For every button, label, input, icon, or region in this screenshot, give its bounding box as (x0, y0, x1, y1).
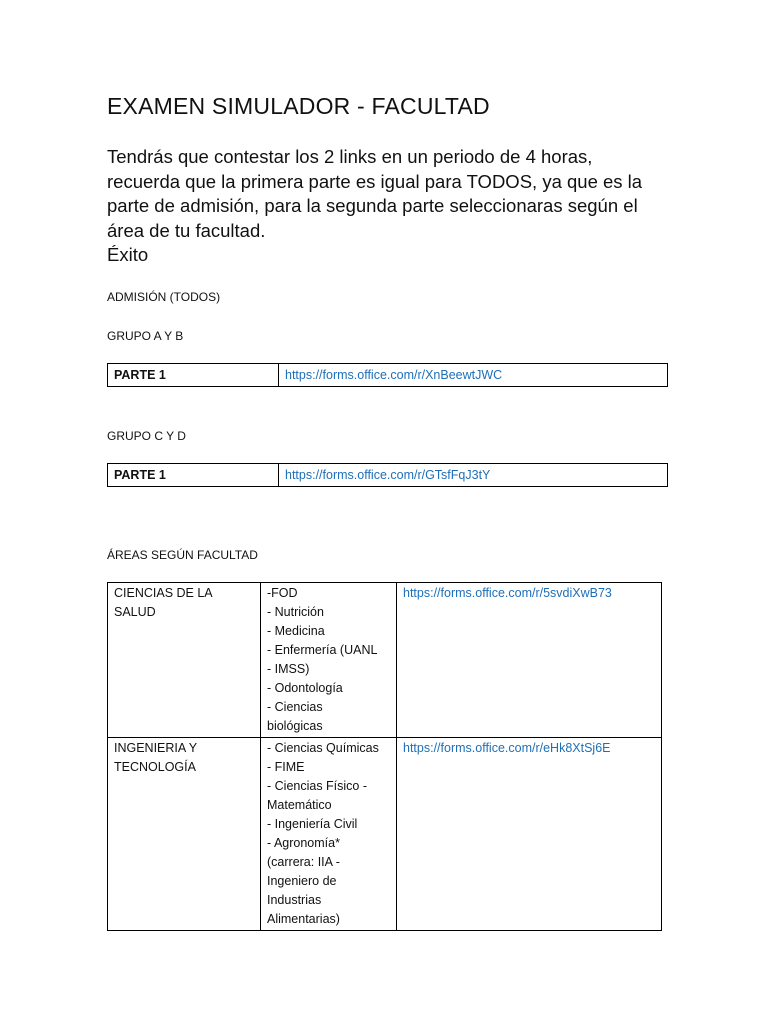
career-line: Alimentarias) (267, 912, 340, 926)
career-line: Matemático (267, 798, 332, 812)
career-line: - Ingeniería Civil (267, 817, 358, 831)
career-line: - Ciencias (267, 700, 323, 714)
admision-label: ADMISIÓN (TODOS) (107, 290, 221, 304)
intro-line: área de tu facultad. (107, 219, 266, 241)
table-row (108, 738, 662, 931)
link-cell (279, 364, 668, 387)
careers-cell (261, 583, 397, 738)
area-name-line: TECNOLOGÍA (114, 760, 196, 774)
grupo-cd-link[interactable]: https://forms.office.com/r/GTsfFqJ3tY (285, 468, 491, 482)
career-line: - Agronomía* (267, 836, 340, 850)
career-line: - IMSS) (267, 662, 310, 676)
page-title: EXAMEN SIMULADOR - FACULTAD (107, 93, 490, 119)
areas-label: ÁREAS SEGÚN FACULTAD (107, 548, 258, 562)
career-line: Industrias (267, 893, 322, 907)
career-line: - Ciencias Físico - (267, 779, 368, 793)
salud-link[interactable]: https://forms.office.com/r/5svdiXwB73 (403, 586, 612, 600)
table-row (108, 464, 668, 487)
ingenieria-link[interactable]: https://forms.office.com/r/eHk8XtSj6E (403, 741, 611, 755)
table-row (108, 583, 662, 738)
link-cell (397, 738, 662, 931)
career-line: - Enfermería (UANL (267, 643, 378, 657)
link-cell (279, 464, 668, 487)
area-name-line: INGENIERIA Y (114, 741, 198, 755)
area-name-line: CIENCIAS DE LA (114, 586, 213, 600)
intro-line: Tendrás que contestar los 2 links en un periodo de 4 horas, (107, 146, 593, 167)
area-name-line: SALUD (114, 605, 156, 619)
intro-line: Éxito (107, 244, 149, 265)
careers-cell (261, 738, 397, 931)
part-label: PARTE 1 (114, 368, 166, 382)
grupo-ab-table (107, 363, 668, 387)
area-cell (108, 738, 261, 931)
grupo-cd-table (107, 463, 668, 487)
table-row (108, 364, 668, 387)
intro-line: parte de admisión, para la segunda parte seleccionaras según el (107, 195, 638, 216)
intro-line: recuerda que la primera parte es igual para TODOS, ya que es la (107, 170, 643, 192)
career-line: biológicas (267, 719, 323, 733)
career-line: -FOD (267, 586, 298, 600)
part-label: PARTE 1 (114, 468, 166, 482)
career-line: - Nutrición (267, 605, 324, 619)
career-line: - Medicina (267, 624, 325, 638)
career-line: (carrera: IIA - (267, 855, 340, 869)
part-cell (108, 364, 279, 387)
grupo-ab-label: GRUPO A Y B (107, 329, 184, 343)
area-cell (108, 583, 261, 738)
grupo-cd-label: GRUPO C Y D (107, 429, 186, 443)
areas-table (107, 582, 662, 931)
link-cell (397, 583, 662, 738)
intro-paragraph (107, 145, 667, 268)
career-line: Ingeniero de (267, 874, 337, 888)
grupo-ab-link[interactable]: https://forms.office.com/r/XnBeewtJWC (285, 368, 503, 382)
career-line: - Ciencias Químicas (267, 741, 379, 755)
career-line: - FIME (267, 760, 305, 774)
part-cell (108, 464, 279, 487)
career-line: - Odontología (267, 681, 343, 695)
